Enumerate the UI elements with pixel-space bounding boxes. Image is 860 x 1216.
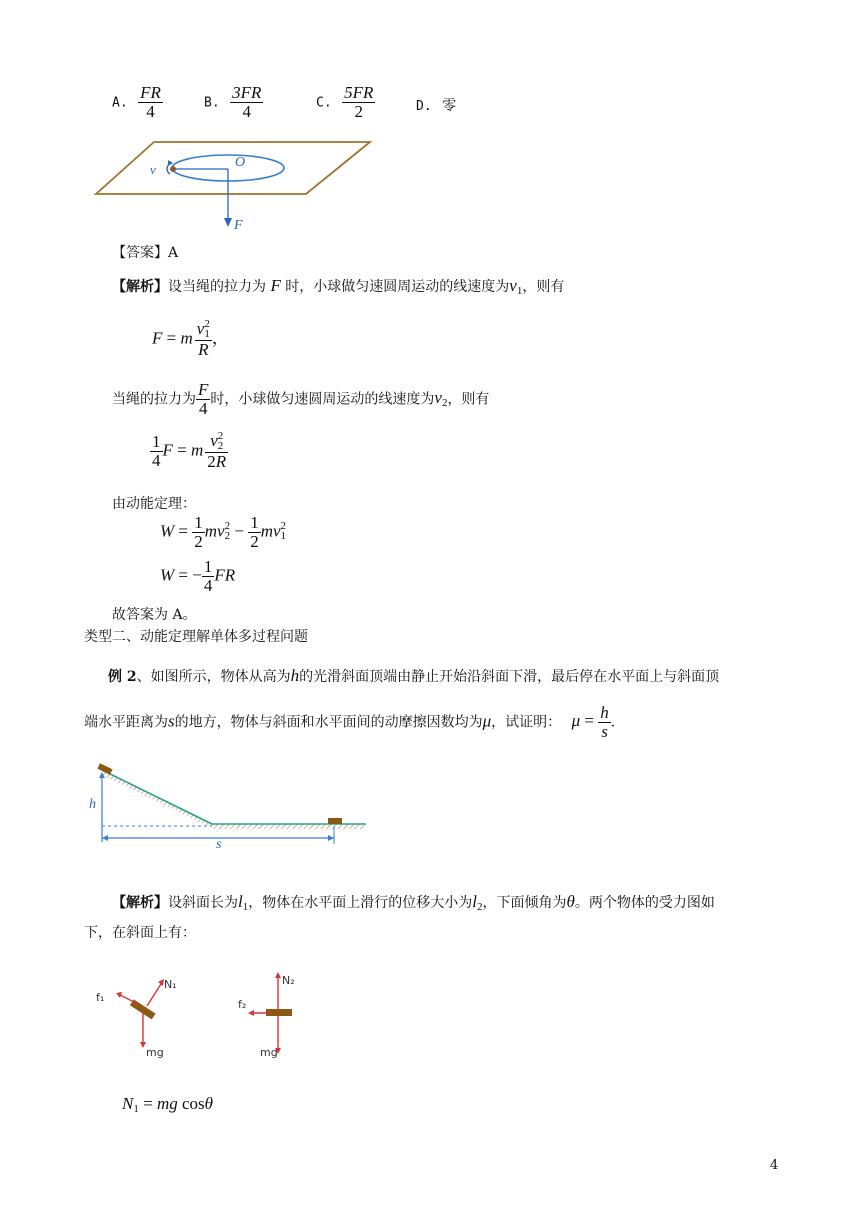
fbd2-label-f2: f₂	[238, 998, 247, 1011]
label-h: h	[89, 797, 96, 812]
analysis1-text-e: 时，小球做匀速圆周运动的线速度为	[210, 391, 435, 408]
analysis1-conclusion: 故答案为 A。	[112, 607, 197, 623]
plane	[96, 142, 370, 194]
option-d-text: 零	[442, 98, 457, 114]
eq-work: W = $\frac{1}{2}$ mv 2 2 − $\frac{1}{2}$ mv 2 1	[160, 513, 287, 551]
option-c-denominator: 2	[354, 101, 363, 121]
option-a-numerator: FR	[140, 83, 161, 102]
math-s: s	[168, 711, 175, 731]
label-v: v	[150, 162, 156, 177]
analysis1-line1	[112, 276, 564, 297]
option-a-fraction	[138, 84, 163, 121]
option-a-denominator: 4	[146, 101, 155, 121]
math-v1: $v_1$	[509, 276, 523, 297]
option-a	[112, 84, 163, 121]
math-mu-equals-h-over-s: μ = $\frac{h}{s}$	[571, 703, 609, 741]
fbd1-label-n1: N₁	[164, 978, 177, 991]
option-b	[204, 84, 263, 121]
analysis2-text-b: ，物体在水平面上滑行的位移大小为	[248, 895, 473, 911]
eq-F-equals: F = m v 2 1 R ，	[152, 318, 229, 359]
analysis1-label: 【解析】	[112, 279, 168, 295]
option-c-numerator: 5FR	[344, 83, 374, 102]
option-d	[416, 95, 456, 115]
distance-arrow-left	[102, 835, 108, 841]
example2-text-d: 的地方，物体与斜面和水平面间的动摩擦因数均为	[174, 714, 483, 731]
option-c	[316, 84, 375, 121]
block-bottom	[328, 818, 342, 824]
eq-quarter-F: $\frac{1}{4}$ F = m v 2 2 2R	[152, 430, 227, 471]
example2-text-c: 端水平距离为	[84, 714, 168, 731]
fbd1-label-mg: mg	[146, 1046, 164, 1059]
analysis1-line2	[112, 381, 489, 418]
velocity-arrow-head	[168, 160, 173, 166]
analysis2-line2: 下，在斜面上有：	[84, 925, 196, 941]
math-l1: $l_1$	[238, 892, 249, 913]
fbd1-label-f1: f₁	[96, 991, 105, 1004]
analysis1-text-d: 当绳的拉力为	[112, 391, 196, 408]
page-number: 4	[770, 1158, 779, 1173]
math-F: F	[270, 276, 281, 295]
option-b-numerator: 3FR	[232, 83, 262, 102]
answer-label: 【答案】	[112, 245, 168, 261]
option-b-denominator: 4	[242, 101, 251, 121]
label-s: s	[216, 837, 222, 852]
example2-text-e: ，试证明：	[491, 714, 562, 731]
example2-line2	[84, 704, 615, 741]
analysis1-theorem: 由动能定理：	[112, 496, 196, 512]
analysis1-text-b: 时，小球做匀速圆周运动的线速度为	[285, 279, 510, 295]
label-f: F	[234, 218, 243, 233]
math-theta: θ	[566, 892, 575, 911]
incline-surface	[102, 770, 212, 824]
eq-work-result: W = − $\frac{1}{4}$ FR	[160, 557, 236, 595]
section-title: 类型二、动能定理解单体多过程问题	[84, 629, 308, 645]
example2-line1	[108, 666, 719, 686]
label-o: O	[235, 155, 246, 170]
math-l2: $l_2$	[472, 892, 483, 913]
example2-label: 例 2	[108, 669, 137, 685]
analysis2-text-d: 。两个物体的受力图如	[574, 895, 715, 911]
analysis1-text-a: 设当绳的拉力为	[168, 279, 266, 295]
analysis1-text-f: ，则有	[447, 391, 490, 408]
option-c-fraction	[342, 84, 375, 121]
answer-value: A	[168, 245, 179, 261]
fbd2-f2-head	[248, 1010, 254, 1016]
analysis2-line1	[112, 892, 715, 913]
distance-arrow-right	[328, 835, 334, 841]
math-mu: μ	[482, 711, 492, 731]
option-b-letter: B.	[204, 95, 220, 111]
fbd2-label-mg: mg	[260, 1046, 278, 1059]
example2-text-f: .	[610, 714, 616, 731]
analysis1-text-c: ，则有	[522, 279, 565, 295]
option-a-letter: A.	[112, 95, 128, 111]
analysis2-label: 【解析】	[112, 895, 168, 911]
eq-normal-force: $N_1$ = mg cosθ	[122, 1094, 213, 1115]
option-b-fraction	[230, 84, 263, 121]
option-d-letter: D.	[416, 99, 432, 114]
math-v2: $v_2$	[434, 388, 448, 410]
math-h: h	[290, 666, 300, 685]
force-arrow-head	[224, 218, 232, 227]
fbd2-n2-head	[275, 972, 281, 978]
analysis2-text-c: ，下面倾角为	[482, 895, 567, 911]
example2-text-a: 、如图所示，物体从高为	[136, 669, 291, 685]
fbd2-label-n2: N₂	[282, 974, 295, 987]
figure-incline	[84, 760, 374, 852]
figure-circular-motion	[92, 138, 382, 236]
fbd1-f1-line	[120, 995, 138, 1004]
option-c-letter: C.	[316, 95, 332, 111]
figure-force-diagrams	[92, 968, 312, 1064]
math-F-over-4: $\frac{F}{4}$	[198, 380, 209, 418]
analysis2-text-a: 设斜面长为	[168, 895, 238, 911]
answer-line	[112, 242, 178, 262]
example2-text-b: 的光滑斜面顶端由静止开始沿斜面下滑，最后停在水平面上与斜面顶	[299, 669, 720, 685]
fbd1-n1-line	[147, 984, 161, 1006]
